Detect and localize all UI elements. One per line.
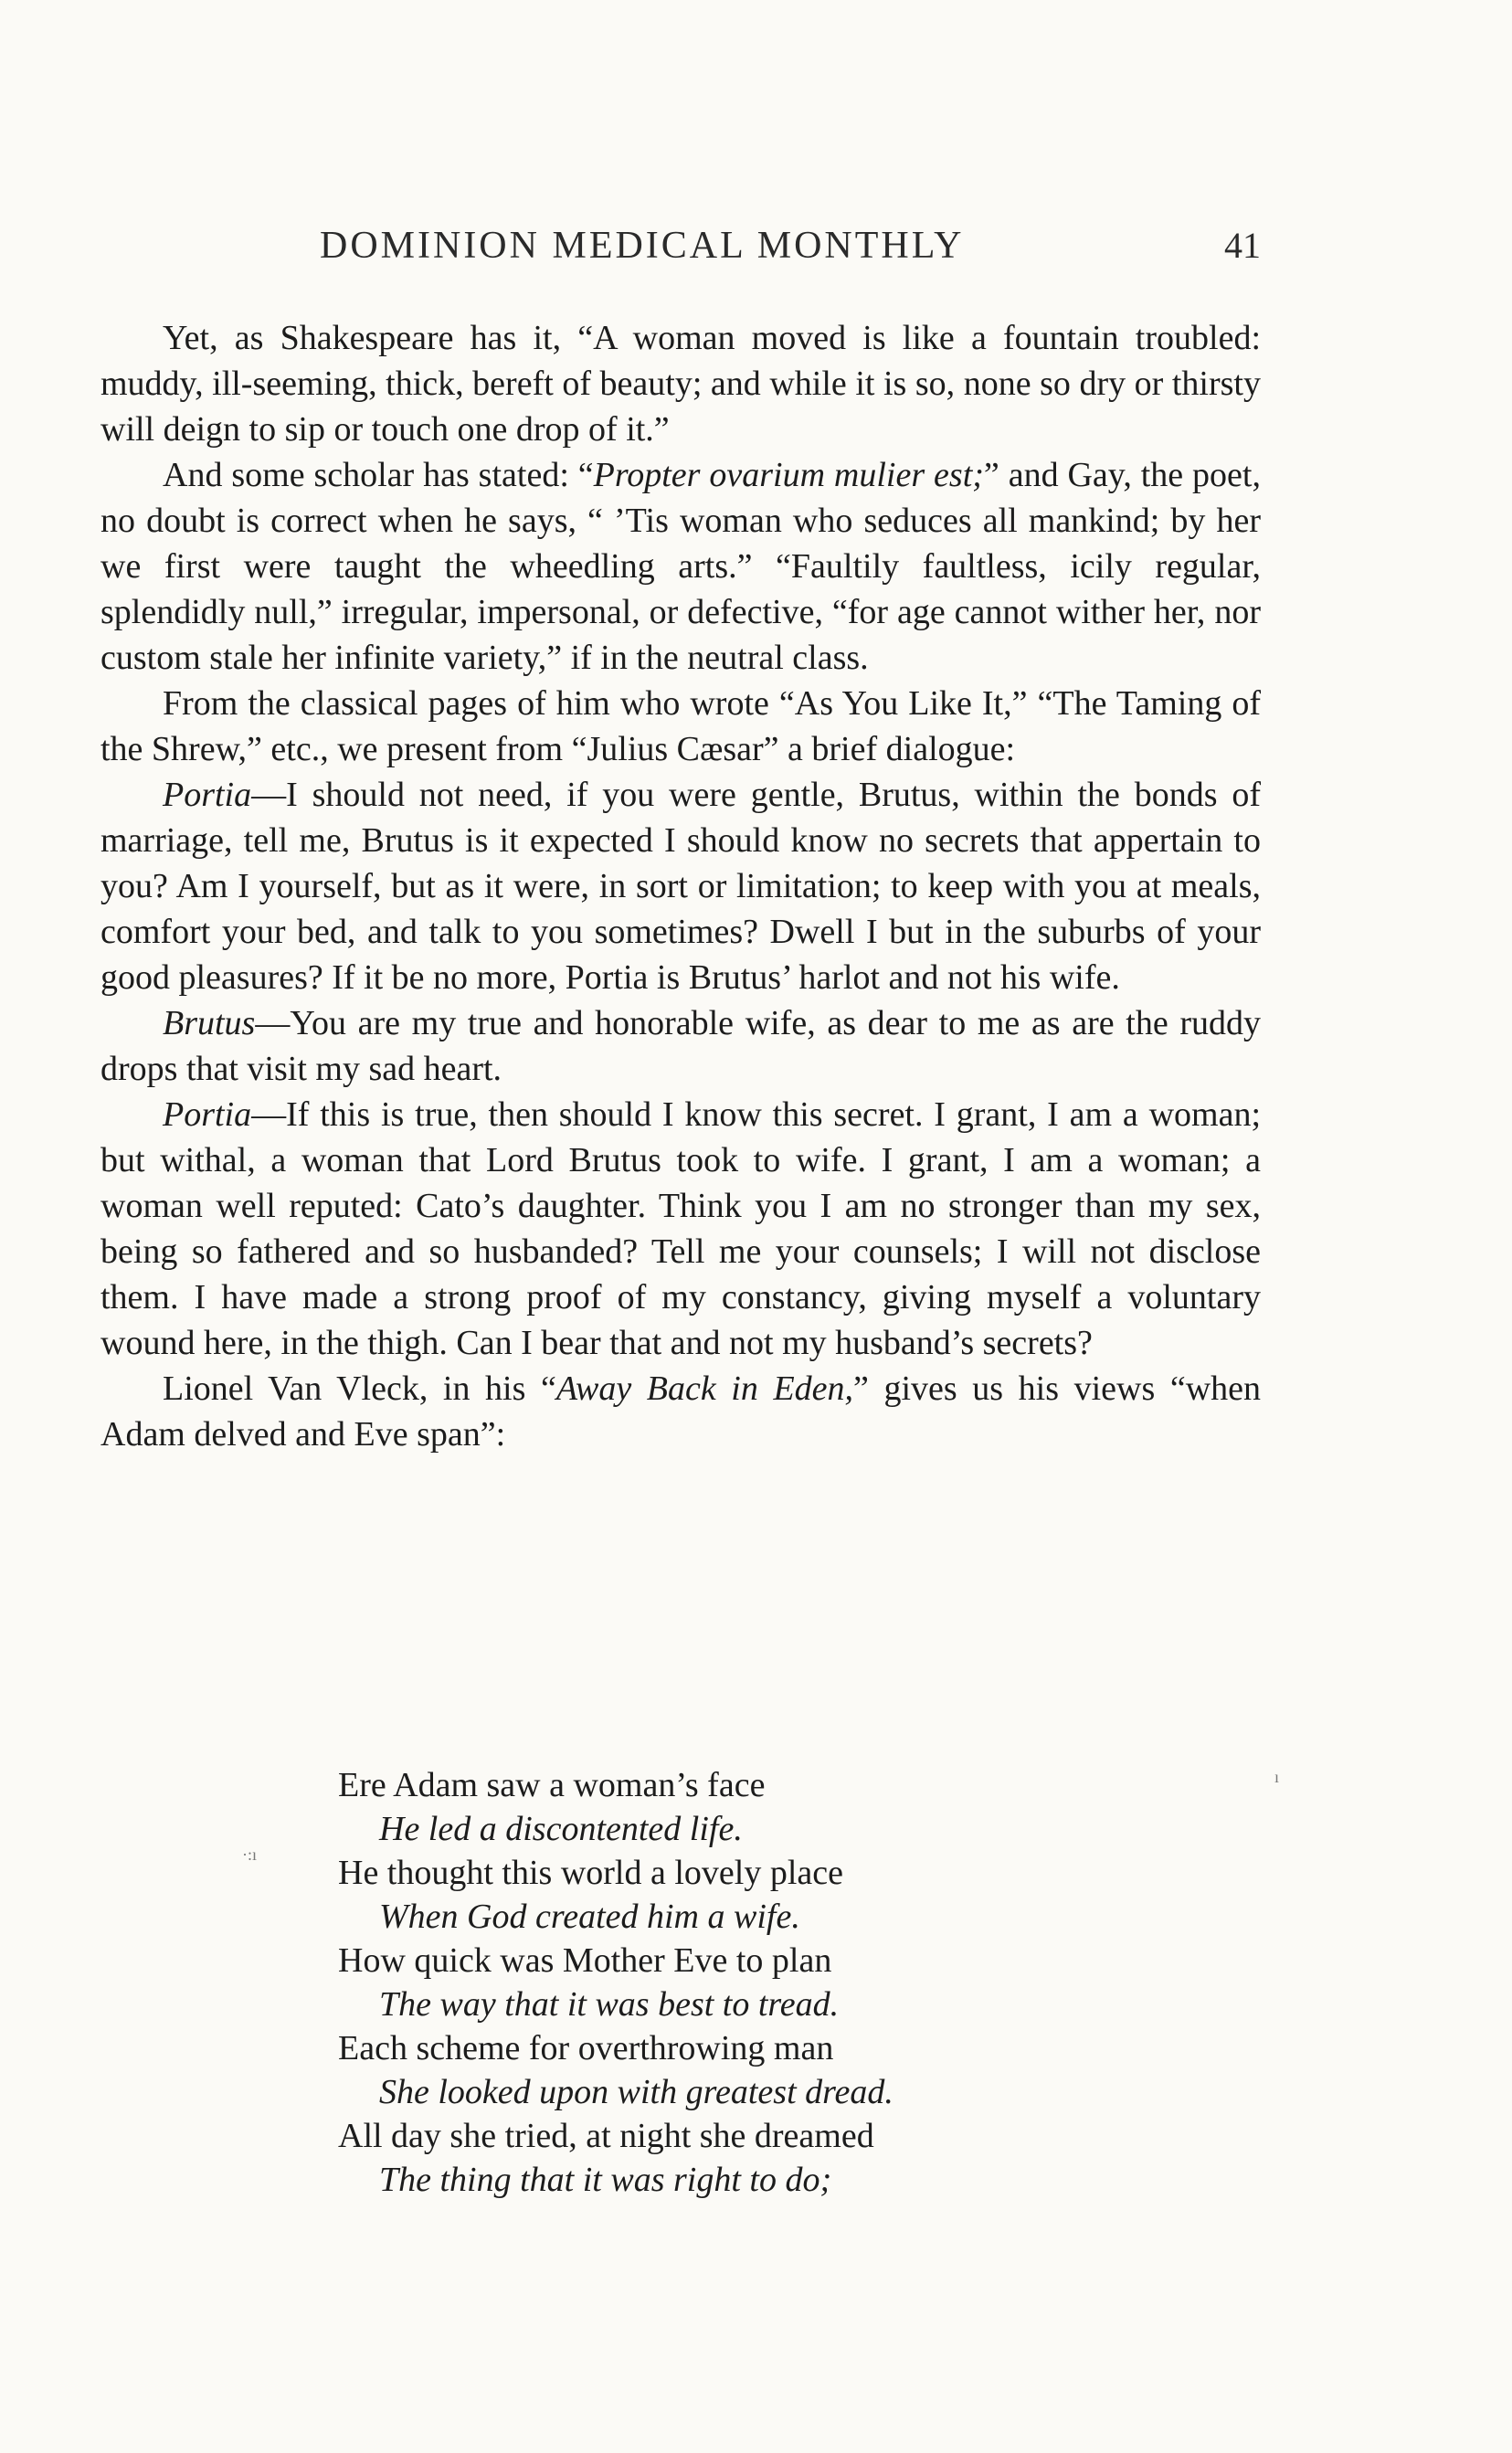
paragraph-classical-pages	[100, 681, 1261, 772]
paragraph-text: Yet, as Shakespeare has it, “A woman moved is like a fountain troubled: muddy, ill-seeming, thick, bereft of beauty; and while it is so, none so dry or thirsty will deign to sip or touch one drop of it.”	[100, 319, 1261, 449]
paragraph-scholar-quote	[100, 452, 1261, 681]
paragraph-text: From the classical pages of him who wrote “As You Like It,” “The Taming of the Shrew,” etc., we present from “Julius Cæsar” a brief dialogue:	[100, 684, 1261, 768]
dialogue-text: —You are my true and honorable wife, as dear to me as are the ruddy drops that visit my sad heart.	[100, 1004, 1261, 1088]
verse-line: The way that it was best to tread.	[379, 1985, 840, 2024]
verse-line: He led a discontented life.	[379, 1810, 743, 1848]
paragraph-shakespeare-quote	[100, 315, 1261, 452]
verse-line: How quick was Mother Eve to plan	[338, 1941, 832, 1980]
dialogue-portia-2	[100, 1092, 1261, 1366]
dialogue-portia-1	[100, 772, 1261, 1000]
dialogue-text: —I should not need, if you were gentle, Brutus, within the bonds of marriage, tell me, Brutus is it expected I should know no secrets that appertain to you? Am I yourself, but as it were, in sort or limitation; to keep with you at meals, comfort your bed, and talk to you sometimes? Dwell I but in the suburbs of your good pleasures? If it be no more, Portia is Brutus’ harlot and not his wife.	[100, 776, 1261, 997]
paragraph-van-vleck	[100, 1366, 1261, 1457]
print-speck: ı	[1274, 1768, 1280, 1786]
verse-line: All day she tried, at night she dreamed	[338, 2117, 874, 2155]
verse-line: Each scheme for overthrowing man	[338, 2029, 834, 2067]
book-title: Away Back in Eden,	[555, 1369, 854, 1408]
verse-line: The thing that it was right to do;	[379, 2161, 832, 2199]
dialogue-brutus	[100, 1000, 1261, 1092]
paragraph-text: ” and Gay, the poet, no doubt is correct when he says, “ ’Tis woman who seduces all mankind; by her we first were taught the wheedling arts.” “Faultily faultless, icily regular, splendidly null,” irregular, impersonal, or defective, “for age cannot wither her, nor custom stale her infinite variety,” if in the neutral class.	[100, 456, 1261, 677]
dialogue-text: —If this is true, then should I know this secret. I grant, I am a woman; but withal, a woman that Lord Brutus took to wife. I grant, I am a woman; a woman well reputed: Cato’s daughter. Think you I am no stronger than my sex, being so fathered and so husbanded? Tell me your counsels; I will not disclose them. I have made a strong proof of my constancy, giving myself a voluntary wound here, in the thigh. Can I bear that and not my husband’s secrets?	[100, 1095, 1261, 1362]
journal-title: DOMINION MEDICAL MONTHLY	[320, 225, 965, 267]
speaker-name: Portia	[163, 776, 252, 814]
speaker-name: Brutus	[163, 1004, 256, 1042]
paragraph-intro: And some scholar has stated: “	[163, 456, 594, 494]
poem-verse	[338, 1763, 1160, 2202]
body-text	[100, 315, 1261, 1457]
verse-line: He thought this world a lovely place	[338, 1854, 843, 1892]
verse-line: When God created him a wife.	[379, 1898, 800, 1936]
page-number: 41	[1224, 225, 1261, 266]
verse-line: Ere Adam saw a woman’s face	[338, 1766, 766, 1804]
verse-line: She looked upon with greatest dread.	[379, 2073, 893, 2111]
speaker-name: Portia	[163, 1095, 252, 1134]
latin-quote: Propter ovarium mulier est;	[593, 456, 984, 494]
paragraph-text: ” gives us his views “when Adam delved and Eve span”:	[100, 1369, 1261, 1454]
print-speck: ·:ı	[242, 1845, 257, 1864]
running-head	[100, 224, 1261, 279]
paragraph-intro: Lionel Van Vleck, in his “	[163, 1369, 556, 1408]
